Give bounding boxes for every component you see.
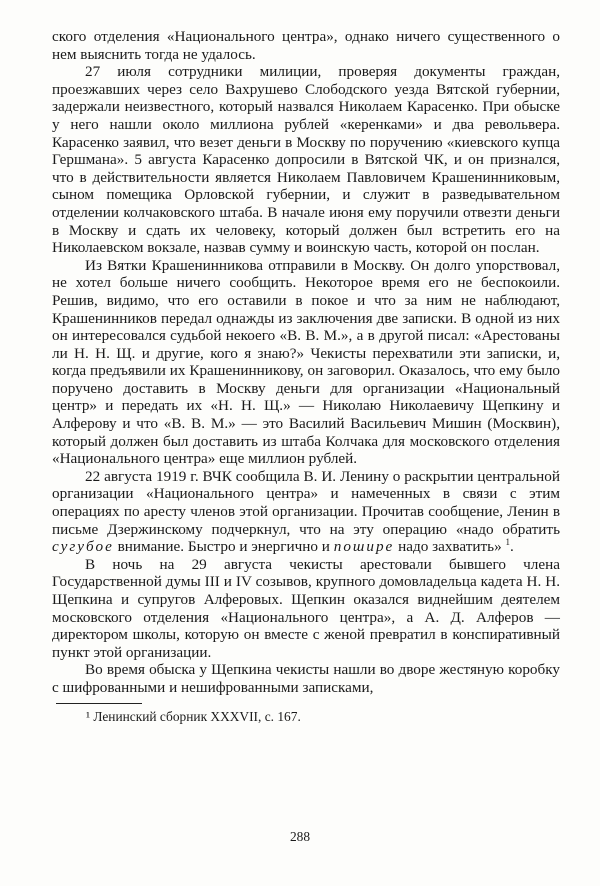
footnote: ¹ Ленинский сборник XXXVII, с. 167. [86, 708, 301, 724]
paragraph-4 [52, 468, 560, 556]
emphasis-sugoboe: сугубое [52, 538, 114, 556]
paragraph-5: В ночь на 29 августа чекисты арестовали бывшего члена Государственной думы III и IV созывов, крупного домовладельца кадета Н. Н. Щепкина и супругов Алферовых. Щепкин оказался виднейшим деятелем московского отделения «Национального центра», а А. Д. Алферов — директором школы, которую он вместе с женой превратил в конспиративный пункт этой организации. [52, 555, 560, 661]
page-number: 288 [289, 829, 311, 844]
paragraph-1: ского отделения «Национального центра», однако ничего существенного о нем выяснить тогда не удалось. [52, 28, 560, 63]
paragraph-4-text-d: . [509, 538, 514, 556]
paragraph-4-text-c: надо захватить» [394, 538, 506, 556]
paragraph-2: 27 июля сотрудники милиции, проверяя документы граждан, проезжавших через село Вахрушево Слободского уезда Вятской губернии, задержали неизвестного, который назвался Николаем Карасенко. При обыске у него нашли около миллиона рублей «керенками» и два револьвера. Карасенко заявил, что везет деньги в Москву по поручению «киевского купца Гершмана». 5 августа Карасенко допросили в Вятской ЧК, и он признался, что в действительности является Николаем Павловичем Крашенинниковым, сыном помещика Орловской губернии, и служит в разведывательном отделении колчаковского штаба. В начале июня ему поручили отвезти деньги в Москву и сдать их человеку, который должен был встретить его на Николаевском вокзале, назвав сумму и воинскую часть, которой он послан. [52, 63, 560, 257]
emphasis-poshire: пошире [333, 538, 395, 556]
paragraph-4-text-a: 22 августа 1919 г. ВЧК сообщила В. И. Ленину о раскрытии центральной организации «Национального центра» и намеченных в связи с этим операциях по аресту членов этой организации. Прочитав сообщение, Ленин в письме Дзержинскому подчеркнул, что на эту операцию «надо обратить [52, 467, 560, 538]
footnote-divider [56, 703, 142, 704]
footnote-ref: 1 [505, 537, 510, 548]
paragraph-3: Из Вятки Крашенинникова отправили в Москву. Он долго упорствовал, не хотел больше ничего сообщить. Некоторое время его не беспокоили. Решив, видимо, что его оставили в покое и что за ним не наблюдают, Крашенинников передал однажды из заключения две записки. В одной из них он интересовался судьбой некоего «В. В. М.», а в другой писал: «Арестованы ли Н. Н. Щ. и другие, кого я знаю?» Чекисты перехватили эти записки, и, когда предъявили их Крашенинникову, он заговорил. Оказалось, что ему было поручено доставить в Москву деньги для организации «Национальный центр» и передать их «Н. Н. Щ.» — Николаю Николаевичу Щепкину и Алферову и что «В. В. М.» — это Василий Васильевич Мишин (Москвин), который должен был доставить из штаба Колчака для московского отделения «Национального центра» еще миллион рублей. [52, 256, 560, 468]
paragraph-6: Во время обыска у Щепкина чекисты нашли во дворе жестяную коробку с шифрованными и нешифрованными записками, [52, 661, 560, 696]
paragraph-4-text-b: внимание. Быстро и энергично и [113, 538, 334, 556]
main-text [52, 28, 560, 697]
